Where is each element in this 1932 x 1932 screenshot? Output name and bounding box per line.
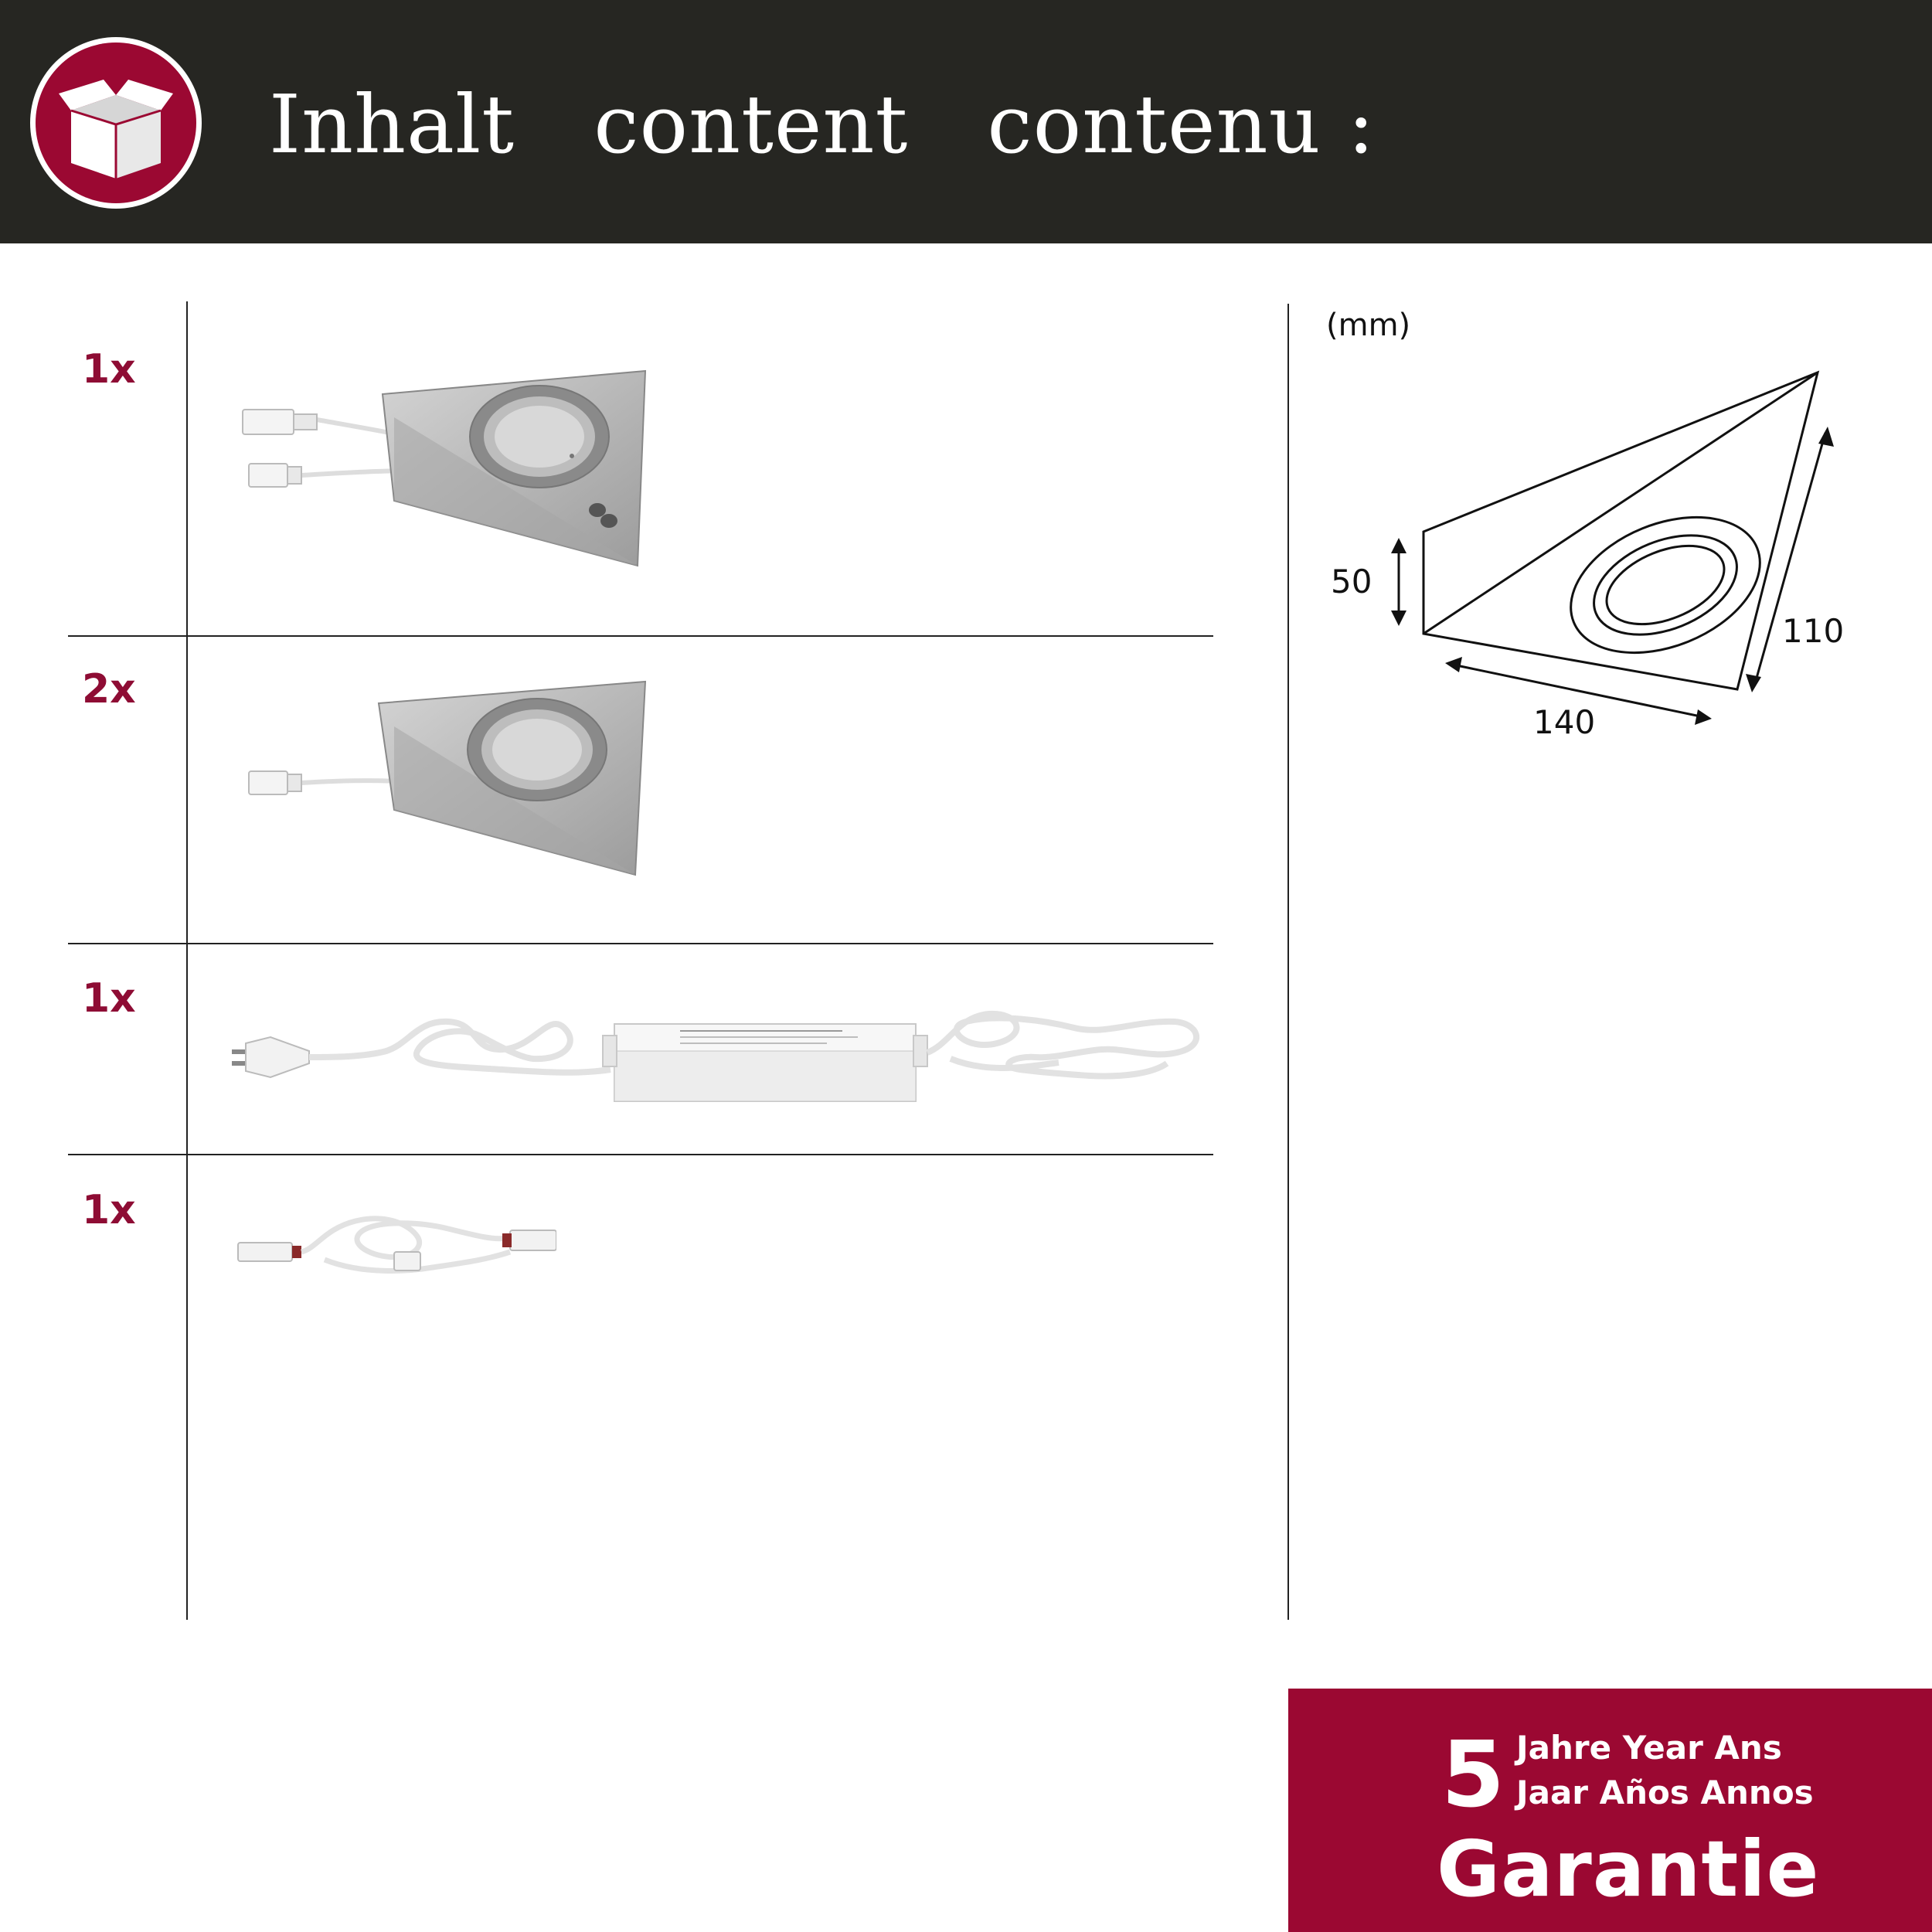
connection-cable-image [232,1198,556,1283]
header-bar [0,0,1932,243]
guarantee-badge [1288,1689,1932,1932]
item-quantity: 2x [82,666,136,713]
triangle-light-image [232,672,665,889]
dimension-drawing [1314,355,1855,757]
depth-dimension: 110 [1782,612,1845,650]
row-divider [68,943,1213,944]
unit-label: (mm) [1326,308,1411,343]
row-divider [68,635,1213,637]
row-divider [68,1154,1213,1155]
column-divider [186,301,188,1620]
guarantee-years-label-2: Jaar Años Annos [1516,1774,1814,1811]
page-title: Inhalt content contenu : [269,77,1376,172]
open-box-icon [28,35,204,211]
width-dimension: 140 [1533,703,1596,741]
triangle-light-sensor-image [232,363,665,572]
power-supply-image [224,989,1213,1128]
item-quantity: 1x [82,1187,136,1233]
height-dimension: 50 [1331,563,1372,600]
guarantee-years: 5 [1441,1721,1505,1828]
guarantee-years-label: Jahre Year Ans [1516,1729,1782,1767]
item-quantity: 1x [82,975,136,1022]
guarantee-title: Garantie [1437,1824,1820,1914]
section-divider [1287,304,1289,1620]
item-quantity: 1x [82,346,136,393]
